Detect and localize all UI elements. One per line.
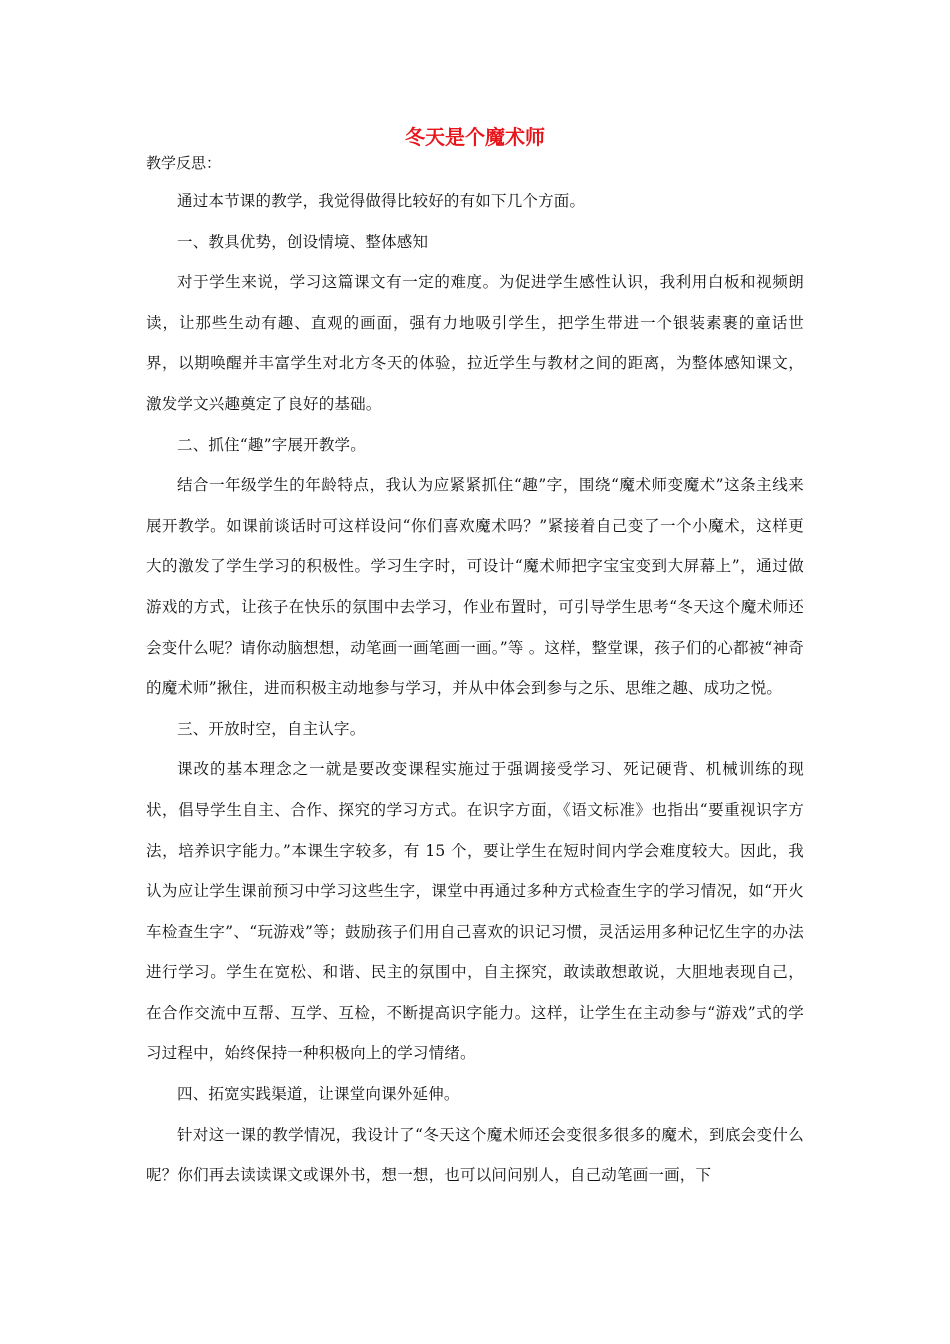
heading-3: 三、开放时空，自主认字。: [177, 719, 366, 738]
section-label: 教学反思：: [146, 154, 222, 172]
paragraph-1: 对于学生来说，学习这篇课文有一定的难度。为促进学生感性认识，我利用白板和视频朗读，让那些生动有趣、直观的画面，强有力地吸引学生，把学生带进一个银装素裹的童话世界，以期唤醒并丰富学生对北方冬天的体验，拉近学生与教材之间的距离，为整体感知课文，激发学文兴趣奠定了良好的基础。: [146, 273, 804, 413]
paragraph-3: 课改的基本理念之一就是要改变课程实施过于强调接受学习、死记硬背、机械训练的现状，倡导学生自主、合作、探究的学习方式。在识字方面，《语文标准》也指出“要重视识字方法，培养识字能力。”本课生字较多，有 15 个，要让学生在短时间内学会难度较大。因此，我认为应让学生课前预习中学习这些生字，课堂中再通过多种方式检查生字的学习情况，如“开火车检查生字”、“玩游戏”等；鼓励孩子们用自己喜欢的识记习惯，灵活运用多种记忆生字的办法进行学习。学生在宽松、和谐、民主的氛围中，自主探究，敢读敢想敢说，大胆地表现自己，在合作交流中互帮、互学、互检，不断提高识字能力。这样，让学生在主动参与“游戏”式的学习过程中，始终保持一种积极向上的学习情绪。: [146, 760, 804, 1063]
document-title: 冬天是个魔术师: [405, 125, 545, 149]
paragraph-intro: 通过本节课的教学，我觉得做得比较好的有如下几个方面。: [177, 192, 586, 210]
document-body: [146, 181, 804, 1196]
heading-2: 二、抓住“趣”字展开教学。: [177, 435, 366, 454]
paragraph-4: 针对这一课的教学情况，我设计了“冬天这个魔术师还会变很多很多的魔术，到底会变什么呢？你们再去读读课文或课外书，想一想，也可以问问别人，自己动笔画一画，下: [146, 1125, 804, 1185]
heading-1: 一、教具优势，创设情境、整体感知: [177, 232, 429, 251]
paragraph-2: 结合一年级学生的年龄特点，我认为应紧紧抓住“趣”字，围绕“魔术师变魔术”这条主线来展开教学。如课前谈话时可这样设问“你们喜欢魔术吗？”紧接着自己变了一个小魔术，这样更大的激发了学生学习的积极性。学习生字时，可设计“魔术师把字宝宝变到大屏幕上”，通过做游戏的方式，让孩子在快乐的氛围中去学习，作业布置时，可引导学生思考“冬天这个魔术师还会变什么呢？请你动脑想想，动笔画一画笔画一画。”等 。这样，整堂课，孩子们的心都被“神奇的魔术师”揪住，进而积极主动地参与学习，并从中体会到参与之乐、思维之趣、成功之悦。: [146, 476, 804, 698]
heading-4: 四、拓宽实践渠道，让课堂向课外延伸。: [177, 1085, 460, 1104]
